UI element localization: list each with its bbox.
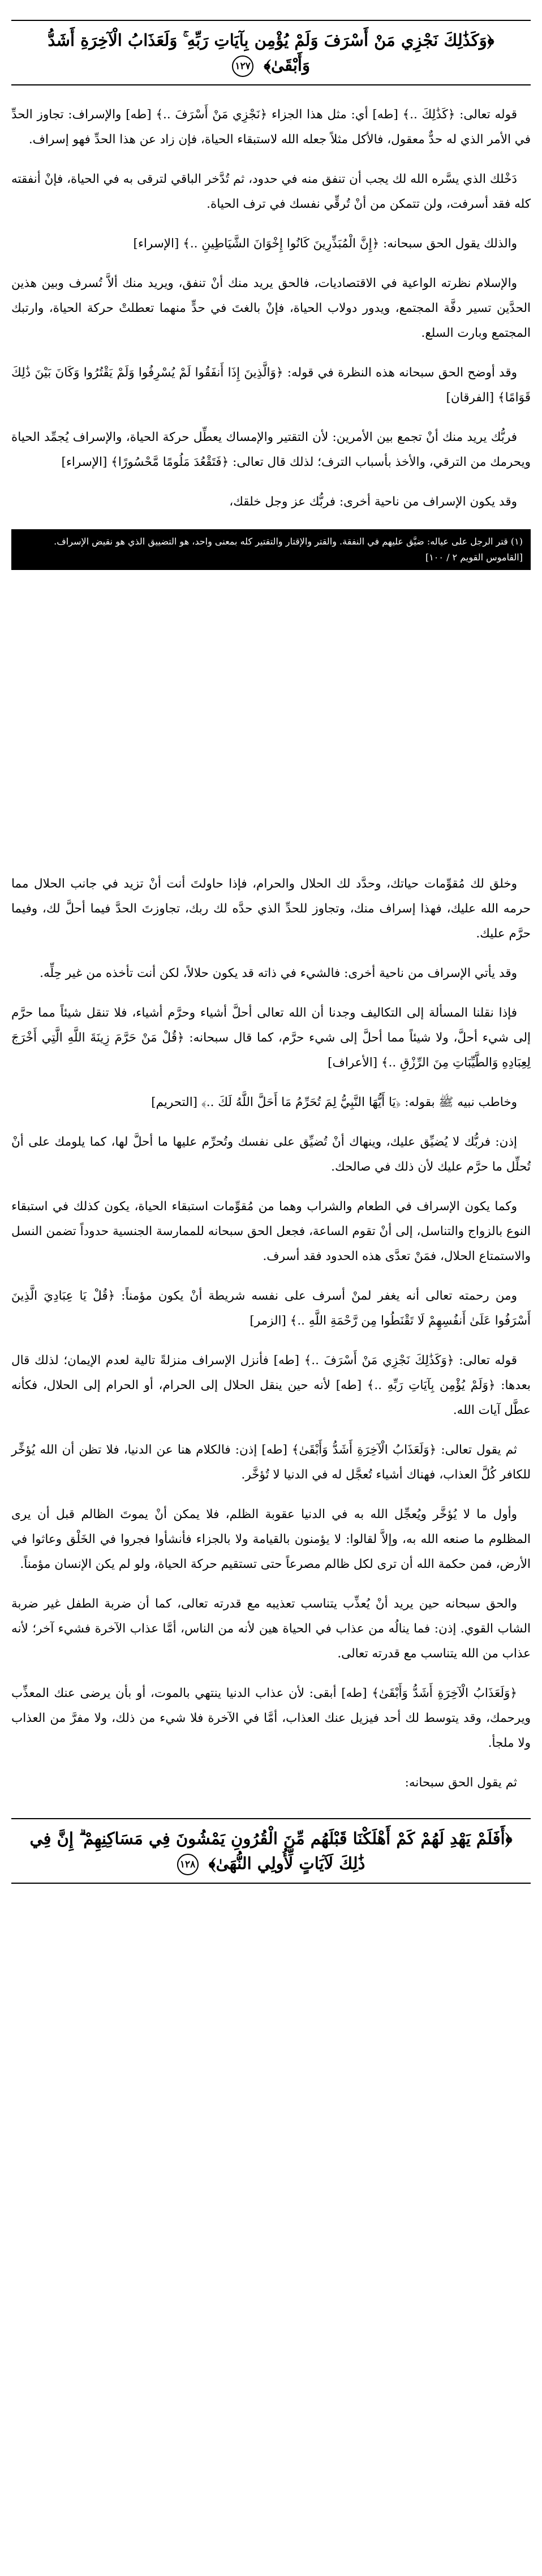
paragraph: وقد يأتي الإسراف من ناحية أخرى: فالشيء في ذاته قد يكون حلالاً، لكن أنت تأخذه من غير حِلِّه. — [40, 966, 517, 980]
paragraph: فربُّك يريد منك أنْ تجمع بين الأمرين: لأن التقتير والإمساك يعطِّل حركة الحياة، والإسراف يُجمِّد الحياة ويحرمك من الترقي، والأخذ بأسباب الترف؛ لذلك قال تعالى: ﴿فَتَقْعُدَ مَلُومًا مَّحْسُورًا﴾ [الإسراء] — [11, 430, 531, 469]
paragraph: وقد أوضح الحق سبحانه هذه النظرة في قوله: ﴿وَالَّذِينَ إِذَا أَنفَقُوا لَمْ يُسْرِفُوا وَلَمْ يَقْتُرُوا وَكَانَ بَيْنَ ذَٰلِكَ قَوَامًا﴾ [الفرقان] — [11, 366, 531, 405]
paragraph: والإسلام نظرته الواعية في الاقتصاديات، فالحق يريد منك أنْ تنفق، ويريد منك ألاَّ تُسرف وبين هذين الحدَّين تسير دفَّة المجتمع، ويدور دولاب الحياة، فإنْ بالغتَ في حدٍّ منهما تعطلتْ حركة الحياة، وارتبك المجتمع وبارت السلع. — [11, 276, 531, 340]
paragraph: والحق سبحانه حين يريد أنْ يُعذِّب يتناسب تعذيبه مع قدرته تعالى، كما أن ضربة الطفل غير ضربة الشاب القوي. إذن: فما ينالُه من عذاب في الحياة هين لأنه من الناس، أمَّا عذاب الآخرة فشيء آخر؛ لأنه عذاب من الله يتناسب مع قدرته تعالى. — [11, 1597, 531, 1661]
paragraph: قوله تعالى: ﴿كَذَٰلِكَ ..﴾ [طه] أي: مثل هذا الجزاء ﴿نَجْزِي مَنْ أَسْرَفَ ..﴾ [طه] والإسراف: تجاوز الحدِّ في الأمر الذي له حدٌّ معقول، فالأكل مثلاً جعله الله لاستبقاء الحياة، فإن زاد عن هذا الحدِّ فهو إسراف. — [11, 108, 531, 147]
paragraph: ﴿وَلَعَذَابُ الْآخِرَةِ أَشَدُّ وَأَبْقَىٰ﴾ [طه] أبقى: لأن عذاب الدنيا ينتهي بالموت، أو بأن يرضى عنك المعذِّب ويرحمك، وقد يتوسط لك أحد فيزيل عنك العذاب، أمَّا في الآخرة فلا شيء من ذلك، ولا مفرَّ من العذاب ولا ملجأ. — [11, 1686, 531, 1750]
verse-number: ١٢٧ — [232, 55, 253, 77]
verse-number: ١٢٨ — [177, 1854, 199, 1875]
paragraph: وقد يكون الإسراف من ناحية أخرى: فربُّك عز وجل خلقك، — [229, 495, 517, 509]
verse-text: ﴿وَكَذَٰلِكَ نَجْزِي مَنْ أَسْرَفَ وَلَمْ يُؤْمِن بِآيَاتِ رَبِّهِ ۚ وَلَعَذَابُ الْآخِرَةِ أَشَدُّ وَأَبْقَىٰ﴾ — [48, 31, 494, 75]
paragraph: إذن: فربُّك لا يُضيِّق عليك، وينهاك أنْ تُضيِّق على نفسك وتُحرِّم عليها ما أحلَّ لها، كما يلومك على أنْ تُحلِّل ما حرَّم عليك لأن ذلك في صالحك. — [11, 1135, 531, 1174]
closing-verse-banner — [11, 1818, 531, 1884]
paragraph: وخاطب نبيه ﷺ بقوله: ﴿يَا أَيُّهَا النَّبِيُّ لِمَ تُحَرِّمُ مَا أَحَلَّ اللَّهُ لَكَ ..﴾ [التحريم] — [151, 1095, 517, 1109]
verse-banner — [11, 20, 531, 85]
paragraph: وأول ما لا يُؤخَّر ويُعجِّل الله به في الدنيا عقوبة الظلم، فلا يمكن أنْ يموتَ الظالم قبل أن يرى المظلوم ما صنعه الله به، وإلاَّ لقالوا: لا يؤمنون بالقيامة ولا بالجزاء فأنشأوا فجروا في الخَلْق وعاثوا في الأرض، فمن حكمة الله أن ترى لكل ظالم مصرعاً حتى تستقيم حركة الحياة، ولو لم يكن الإنسان مؤمناً. — [11, 1507, 531, 1571]
paragraph: والذلك يقول الحق سبحانه: ﴿إِنَّ الْمُبَذِّرِينَ كَانُوا إِخْوَانَ الشَّيَاطِينِ ..﴾ [الإسراء] — [133, 237, 517, 251]
paragraph: وخلق لك مُقوِّمات حياتك، وحدَّد لك الحلال والحرام، فإذا حاولتَ أنت أنْ تزيد في جانب الحلال مما حرمه الله عليك، فهذا إسراف منك، وتجاوز للحدِّ الذي حدَّه لك ربك، تجاوزتَ الحدَّ فيما أحلَّ لك، وفيما حرَّم عليك. — [11, 877, 531, 941]
paragraph: ومن رحمته تعالى أنه يغفر لمنْ أسرف على نفسه شريطة أنْ يكون مؤمناً: ﴿قُلْ يَا عِبَادِيَ الَّذِينَ أَسْرَفُوا عَلَىٰ أَنفُسِهِمْ لَا تَقْنَطُوا مِن رَّحْمَةِ اللَّهِ ..﴾ [الزمر] — [11, 1289, 531, 1328]
paragraph: وكما يكون الإسراف في الطعام والشراب وهما من مُقوِّمات استبقاء الحياة، يكون كذلك في استبقاء النوع بالزواج والتناسل، إلى أنْ تقوم الساعة، فجعل الحق سبحانه للممارسة الجنسية حدوداً تضمن النسل والاستمتاع الحلال، فمَنْ تعدَّى هذه الحدود فقد أسرف. — [11, 1199, 531, 1263]
paragraph: ثم يقول تعالى: ﴿وَلَعَذَابُ الْآخِرَةِ أَشَدُّ وَأَبْقَىٰ﴾ [طه] إذن: فالكلام هنا عن الدنيا، فلا تظن أن الله يُؤخِّر للكافر كُلَّ العذاب، فهناك أشياء تُعجَّل له في الدنيا لا تُؤخَّر. — [11, 1443, 531, 1482]
page-two — [11, 872, 531, 1901]
page-one — [11, 14, 531, 570]
verse-text: ﴿أَفَلَمْ يَهْدِ لَهُمْ كَمْ أَهْلَكْنَا قَبْلَهُم مِّنَ الْقُرُونِ يَمْشُونَ فِي مَسَاكِنِهِمْ ۗ إِنَّ فِي ذَٰلِكَ لَآيَاتٍ لِّأُولِي النُّهَىٰ﴾ — [29, 1829, 513, 1873]
paragraph: فإذا نقلنا المسألة إلى التكاليف وجدنا أن الله تعالى أحلَّ أشياء وحرَّم أشياء، فلا تنقل شيئاً مما حرَّم إلى شيء أحلَّ، ولا شيئاً مما أحلَّ إلى شيء حرَّم، كما قال سبحانه: ﴿قُلْ مَنْ حَرَّمَ زِينَةَ اللَّهِ الَّتِي أَخْرَجَ لِعِبَادِهِ وَالطَّيِّبَاتِ مِنَ الرِّزْقِ ..﴾ [الأعراف] — [11, 1006, 531, 1070]
footnote: (١) قتر الرجل على عياله: ضيَّق عليهم في النفقة. والقتر والإقتار والتقتير كله بمعنى واحد، هو التضييق الذي هو نقيض الإسراف. [القاموس القويم ٢ / ١٠٠] — [11, 529, 531, 570]
paragraph: قوله تعالى: ﴿وَكَذَٰلِكَ نَجْزِي مَنْ أَسْرَفَ ..﴾ [طه] فأنزل الإسراف منزلةً تالية لعدم الإيمان؛ لذلك قال بعدها: ﴿وَلَمْ يُؤْمِن بِآيَاتِ رَبِّهِ ..﴾ [طه] لأنه حين ينقل الحلال إلى الحرام، أو الحرام إلى الحلال، فكأنه عطَّل آيات الله. — [11, 1353, 531, 1417]
paragraph: ثم يقول الحق سبحانه: — [405, 1776, 517, 1790]
paragraph: دَخْلك الذي يسَّره الله لك يجب أن تنفق منه في حدود، ثم تُدَّخر الباقي لترقى به في الحياة، فإنْ أنفقته كله فقد أسرفت، ولن تتمكن من أنْ تُرقِّي نفسك في ترف الحياة. — [11, 172, 531, 211]
